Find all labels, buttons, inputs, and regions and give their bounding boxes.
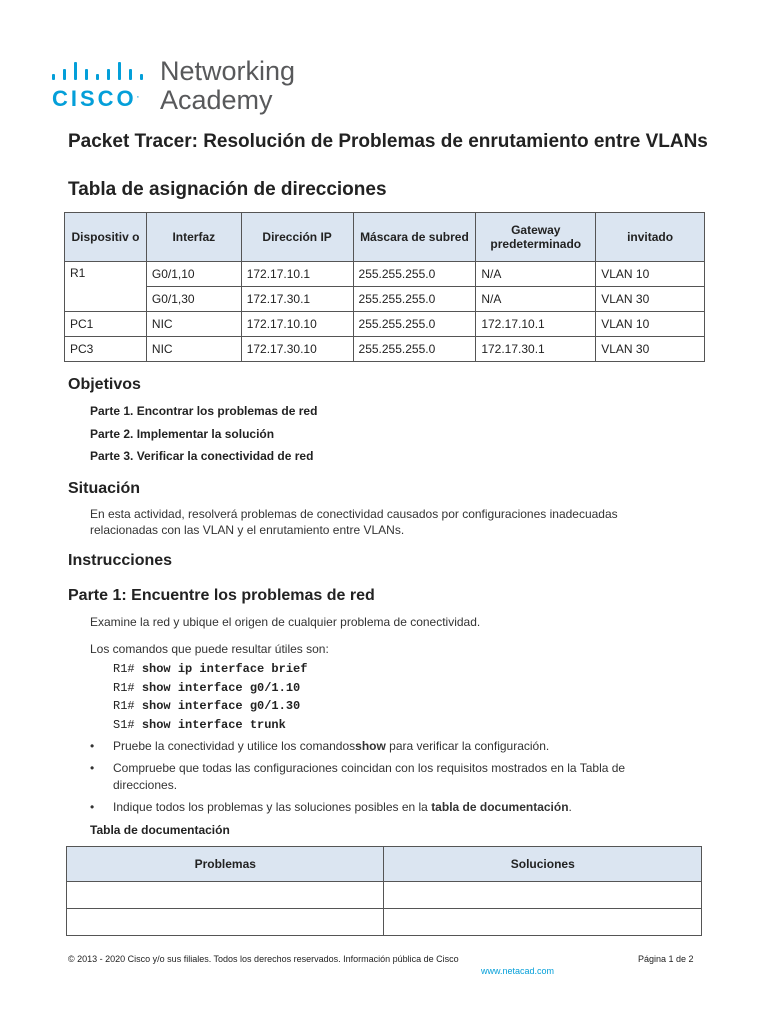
- table-cell: G0/1,30: [146, 287, 241, 312]
- table-cell: 255.255.255.0: [353, 312, 476, 337]
- table-cell: VLAN 10: [596, 312, 705, 337]
- table-cell: [384, 882, 702, 909]
- objectives-heading: Objetivos: [68, 376, 141, 393]
- footer-page-number: Página 1 de 2: [638, 954, 694, 964]
- table-cell: G0/1,10: [146, 262, 241, 287]
- table-cell: [384, 909, 702, 936]
- header-invitado: invitado: [596, 213, 705, 262]
- addressing-table-heading: Tabla de asignación de direcciones: [68, 179, 387, 200]
- command-line: R1# show ip interface brief: [113, 662, 308, 676]
- table-cell: 172.17.10.1: [241, 262, 353, 287]
- objective-item: Parte 2. Implementar la solución: [90, 427, 275, 441]
- table-cell: 172.17.10.1: [476, 312, 596, 337]
- situation-heading: Situación: [68, 480, 141, 497]
- table-cell: 255.255.255.0: [353, 287, 476, 312]
- table-cell: N/A: [476, 287, 596, 312]
- table-row: [65, 337, 705, 362]
- table-cell: 255.255.255.0: [353, 337, 476, 362]
- cisco-wordmark: CISCO.: [52, 86, 139, 111]
- cisco-bars-icon: [52, 60, 150, 80]
- table-row: [65, 287, 705, 312]
- table-cell: 172.17.30.10: [241, 337, 353, 362]
- header-soluciones: Soluciones: [384, 847, 702, 882]
- table-cell: [67, 909, 384, 936]
- cisco-networking-academy-logo: [52, 56, 312, 116]
- document-title: Packet Tracer: Resolución de Problemas de enrutamiento entre VLANs: [68, 131, 708, 152]
- header-mascara: Máscara de subred: [353, 213, 476, 262]
- addressing-table: [64, 212, 705, 362]
- table-header-row: [67, 847, 702, 882]
- footer-url-link[interactable]: www.netacad.com: [481, 966, 555, 976]
- objective-item: Parte 1. Encontrar los problemas de red: [90, 404, 318, 418]
- command-line: S1# show interface trunk: [113, 718, 286, 732]
- table-cell: [67, 882, 384, 909]
- bullet-icon: •: [90, 800, 95, 814]
- footer-copyright: © 2013 - 2020 Cisco y/o sus filiales. Todos los derechos reservados. Información pública de Cisco: [68, 954, 459, 964]
- header-gateway: Gateway predeterminado: [476, 213, 596, 262]
- table-cell: 172.17.10.10: [241, 312, 353, 337]
- header-problemas: Problemas: [67, 847, 384, 882]
- table-row: [67, 882, 702, 909]
- bullet-icon: •: [90, 739, 95, 753]
- part1-heading: Parte 1: Encuentre los problemas de red: [68, 587, 375, 604]
- table-cell: PC3: [65, 337, 147, 362]
- part1-intro: Examine la red y ubique el origen de cualquier problema de conectividad.: [90, 615, 481, 629]
- situation-text: En esta actividad, resolverá problemas de conectividad causados por configuraciones inadecuadas relacionadas con las VLAN y el enrutamiento entre VLANs.: [90, 507, 618, 537]
- table-cell: VLAN 30: [596, 287, 705, 312]
- command-line: R1# show interface g0/1.30: [113, 699, 301, 713]
- commands-intro: Los comandos que puede resultar útiles son:: [90, 642, 329, 656]
- table-row: [65, 262, 705, 287]
- table-cell: PC1: [65, 312, 147, 337]
- bullet-icon: •: [90, 761, 95, 775]
- table-cell: 255.255.255.0: [353, 262, 476, 287]
- instructions-heading: Instrucciones: [68, 552, 173, 569]
- table-row: [65, 312, 705, 337]
- table-cell: 172.17.30.1: [241, 287, 353, 312]
- table-cell: 172.17.30.1: [476, 337, 596, 362]
- documentation-table-caption: Tabla de documentación: [90, 823, 230, 837]
- table-cell: NIC: [146, 312, 241, 337]
- table-row: [67, 909, 702, 936]
- logo-line-academy: Academy: [160, 85, 273, 115]
- logo-line-networking: Networking: [160, 56, 296, 86]
- command-line: R1# show interface g0/1.10: [113, 681, 301, 695]
- table-cell: N/A: [476, 262, 596, 287]
- table-cell: VLAN 10: [596, 262, 705, 287]
- table-cell: NIC: [146, 337, 241, 362]
- table-cell: VLAN 30: [596, 337, 705, 362]
- table-cell: R1: [65, 262, 147, 312]
- table-header-row: [65, 213, 705, 262]
- documentation-table: [66, 846, 702, 936]
- header-interfaz: Interfaz: [146, 213, 241, 262]
- objective-item: Parte 3. Verificar la conectividad de red: [90, 449, 314, 463]
- header-dispositivo: Dispositiv o: [65, 213, 147, 262]
- header-direccion-ip: Dirección IP: [241, 213, 353, 262]
